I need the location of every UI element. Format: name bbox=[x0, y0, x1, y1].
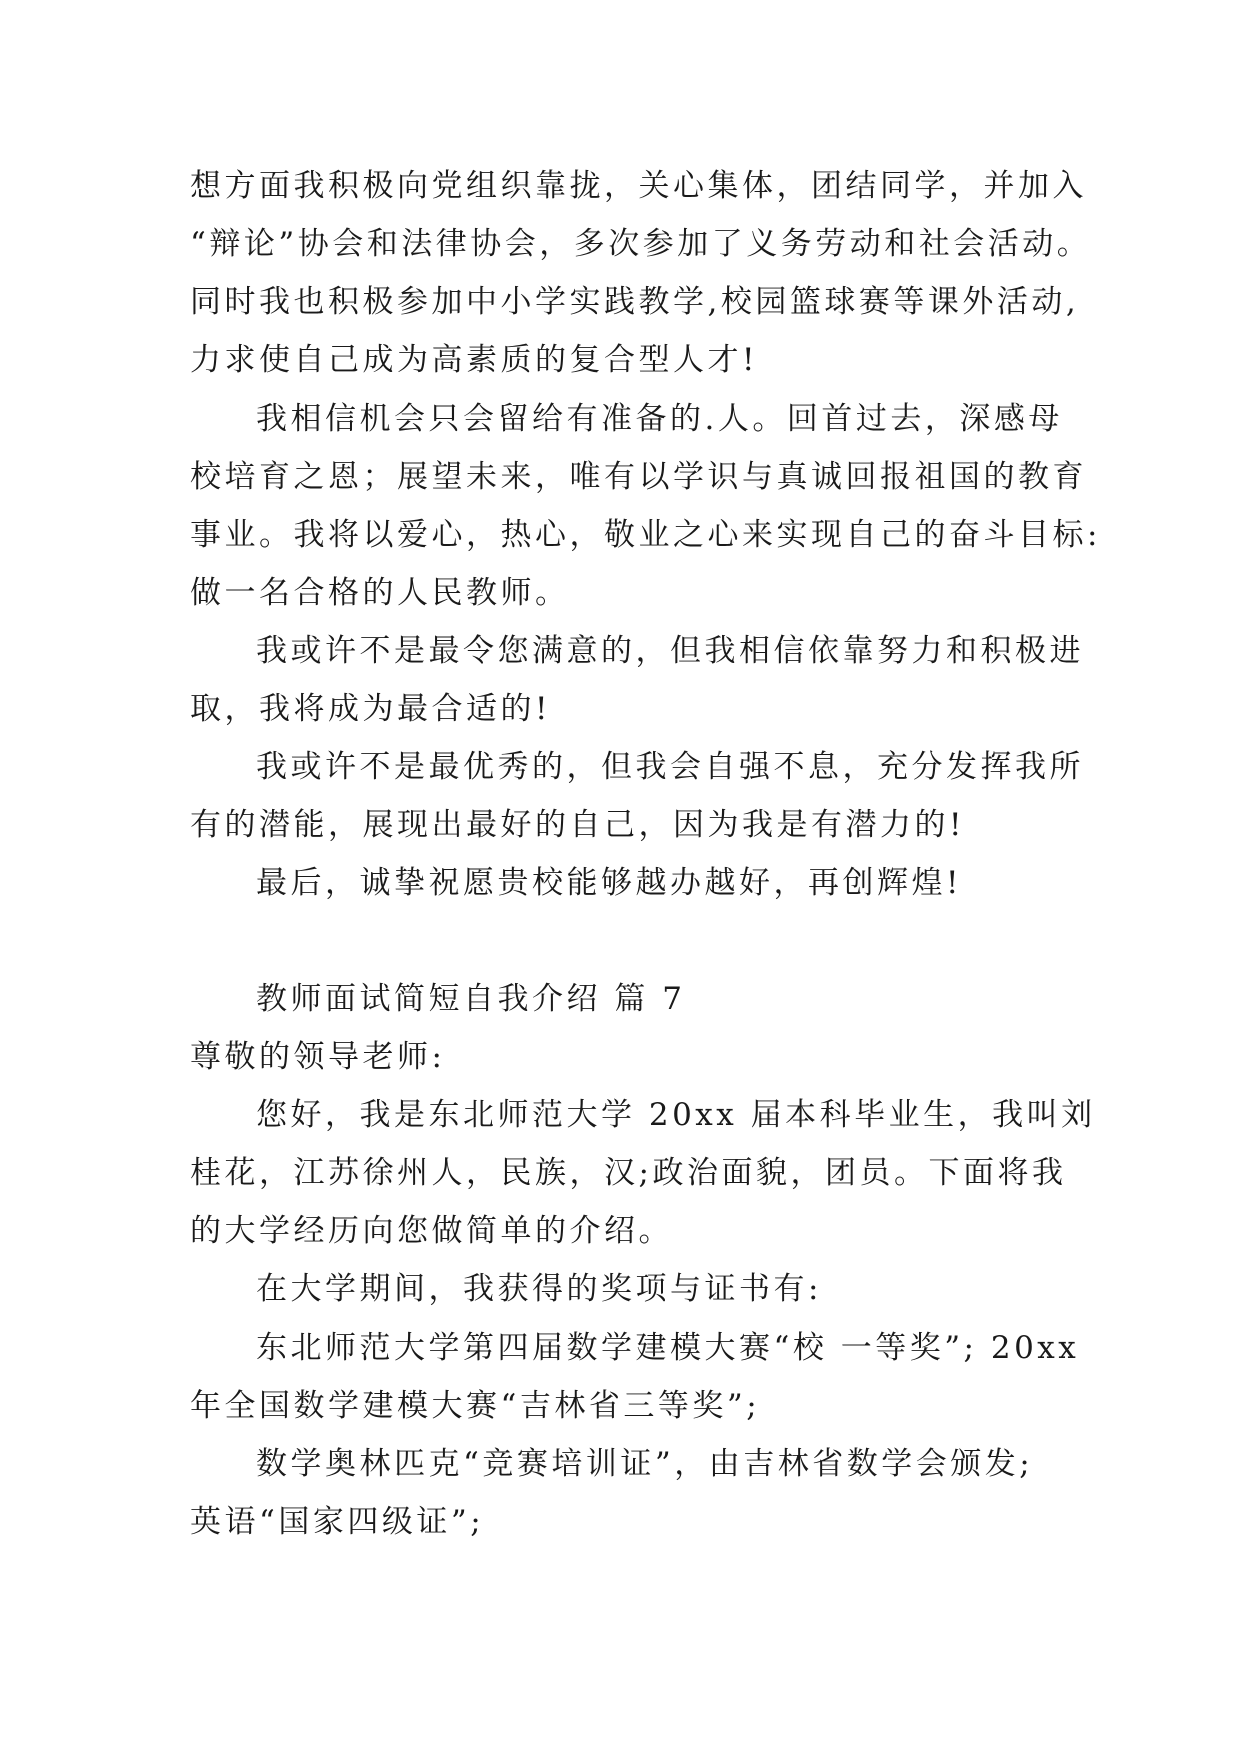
paragraph-line: 在大学期间，我获得的奖项与证书有: bbox=[256, 1271, 822, 1307]
paragraph-line: 英语“国家四级证”; bbox=[190, 1504, 485, 1540]
paragraph-line: 同时我也积极参加中小学实践教学,校园篮球赛等课外活动, bbox=[190, 284, 1080, 320]
paragraph-line: 有的潜能，展现出最好的自己，因为我是有潜力的! bbox=[190, 807, 965, 843]
paragraph-line: 力求使自己成为高素质的复合型人才! bbox=[190, 342, 758, 378]
paragraph-line: 做一名合格的人民教师。 bbox=[190, 575, 570, 611]
paragraph-line: 东北师范大学第四届数学建模大赛“校 一等奖”; 20xx bbox=[256, 1330, 1080, 1366]
paragraph-line: 事业。我将以爱心，热心，敬业之心来实现自己的奋斗目标: bbox=[190, 517, 1101, 553]
paragraph-line: “辩论”协会和法律协会，多次参加了义务劳动和社会活动。 bbox=[190, 226, 1092, 262]
paragraph-line: 校培育之恩；展望未来，唯有以学识与真诚回报祖国的教育 bbox=[190, 459, 1087, 495]
paragraph-line: 的大学经历向您做简单的介绍。 bbox=[190, 1213, 673, 1249]
paragraph-line: 最后，诚挚祝愿贵校能够越办越好，再创辉煌! bbox=[256, 865, 962, 901]
paragraph-line: 年全国数学建模大赛“吉林省三等奖”; bbox=[190, 1388, 761, 1424]
paragraph-line: 我或许不是最优秀的，但我会自强不息，充分发挥我所 bbox=[256, 749, 1084, 785]
paragraph-line: 我或许不是最令您满意的，但我相信依靠努力和积极进 bbox=[256, 633, 1084, 669]
paragraph-line: 取，我将成为最合适的! bbox=[190, 691, 551, 727]
paragraph-line: 桂花，江苏徐州人，民族，汉;政治面貌，团员。下面将我 bbox=[190, 1155, 1067, 1191]
paragraph-line: 我相信机会只会留给有准备的.人。回首过去，深感母 bbox=[256, 401, 1063, 437]
paragraph-line: 您好，我是东北师范大学 20xx 届本科毕业生，我叫刘 bbox=[256, 1097, 1096, 1133]
salutation-line: 尊敬的领导老师: bbox=[190, 1039, 446, 1075]
section-heading: 教师面试简短自我介绍 篇 7 bbox=[256, 981, 686, 1017]
paragraph-line: 数学奥林匹克“竞赛培训证”，由吉林省数学会颁发; bbox=[256, 1446, 1034, 1482]
paragraph-line: 想方面我积极向党组织靠拢，关心集体，团结同学，并加入 bbox=[190, 168, 1087, 204]
